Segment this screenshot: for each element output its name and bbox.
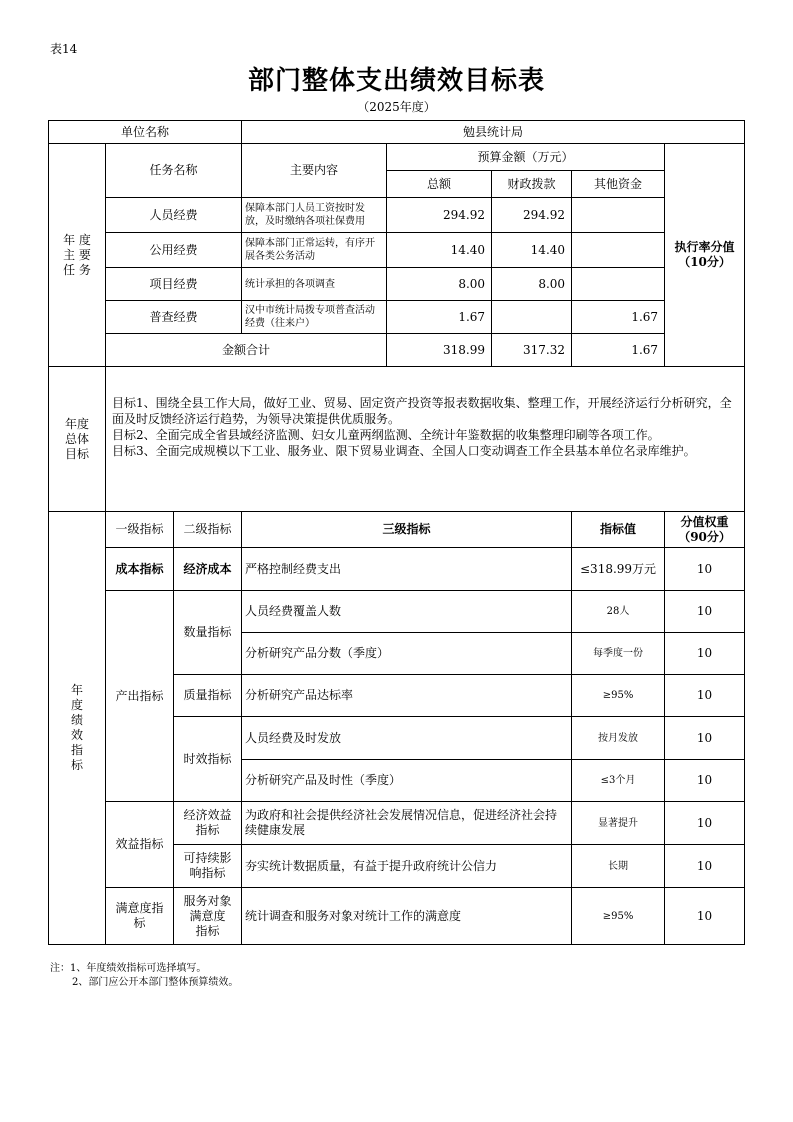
sum-total: 318.99 [387,334,492,367]
task-other [572,268,665,301]
quality-level3: 分析研究产品达标率 [242,675,572,717]
task-finance: 294.92 [492,198,572,233]
task-row [49,301,745,334]
sustainable-level2: 可持续影 响指标 [174,845,242,888]
timeliness-level2: 时效指标 [174,717,242,802]
economic-level3: 为政府和社会提供经济社会发展情况信息，促进经济社会持续健康发展 [242,802,572,845]
sustainable-level3: 夯实统计数据质量，有益于提升政府统计公信力 [242,845,572,888]
exec-rate-score: 执行率分值 （10分） [665,144,745,367]
quantity2-value: 每季度一份 [572,633,665,675]
task-content: 保障本部门人员工资按时发放，及时缴纳各项社保费用 [242,198,387,233]
timeliness1-weight: 10 [665,717,745,760]
sum-other: 1.67 [572,334,665,367]
cost-weight: 10 [665,548,745,591]
unit-value: 勉县统计局 [242,121,745,144]
sustainable-weight: 10 [665,845,745,888]
satisfaction-value: ≥95% [572,888,665,945]
satisfaction-level2: 服务对象 满意度 指标 [174,888,242,945]
weight-header: 分值权重 （90分） [665,512,745,548]
footnote-2: 2、部门应公开本部门整体预算绩效。 [72,977,239,988]
quality-weight: 10 [665,675,745,717]
total-header: 总额 [387,171,492,198]
quality-level2: 质量指标 [174,675,242,717]
task-content: 保障本部门正常运转，有序开展各类公务活动 [242,233,387,268]
footnote-1: 注：1、年度绩效指标可选择填写。 [50,963,207,974]
quantity1-level3: 人员经费覆盖人数 [242,591,572,633]
page-title: 部门整体支出绩效目标表 [247,66,545,96]
task-row [49,268,745,301]
task-name: 项目经费 [106,268,242,301]
fiscal-year: （2025年度） [357,100,436,114]
sum-label: 金额合计 [106,334,387,367]
task-total: 8.00 [387,268,492,301]
unit-label: 单位名称 [49,121,242,144]
task-content: 汉中市统计局拨专项普查活动经费（往来户） [242,301,387,334]
sum-finance: 317.32 [492,334,572,367]
task-name: 人员经费 [106,198,242,233]
sustainable-value: 长期 [572,845,665,888]
overall-goals [106,367,745,512]
task-other: 1.67 [572,301,665,334]
level2-header: 二级指标 [174,512,242,548]
timeliness2-level3: 分析研究产品及时性（季度） [242,760,572,802]
timeliness1-value: 按月发放 [572,717,665,760]
finance-header: 财政拨款 [492,171,572,198]
economic-value: 显著提升 [572,802,665,845]
quantity2-weight: 10 [665,633,745,675]
goal-2: 目标2、全面完成全省县域经济监测、妇女儿童两纲监测、全统计年鉴数据的收集整理印刷等各项工作。 [112,428,660,442]
goal-1: 目标1、围绕全县工作大局，做好工业、贸易、固定资产投资等报表数据收集、整理工作，开展经济运行分析研究，全面及时反馈经济运行趋势，为领导决策提供优质服务。 [112,396,732,426]
timeliness2-value: ≤3个月 [572,760,665,802]
satisfaction-level1: 满意度指 标 [106,888,174,945]
budget-header: 预算金额（万元） [387,144,665,171]
timeliness2-weight: 10 [665,760,745,802]
indicator-row [49,888,745,945]
task-finance: 8.00 [492,268,572,301]
quantity-level2: 数量指标 [174,591,242,675]
task-content: 统计承担的各项调查 [242,268,387,301]
economic-level2: 经济效益 指标 [174,802,242,845]
economic-weight: 10 [665,802,745,845]
task-total: 1.67 [387,301,492,334]
task-other [572,198,665,233]
cost-level1: 成本指标 [106,548,174,591]
benefit-level1: 效益指标 [106,802,174,888]
footnotes [50,962,238,990]
cost-level3: 严格控制经费支出 [242,548,572,591]
indicator-row [49,548,745,591]
satisfaction-level3: 统计调查和服务对象对统计工作的满意度 [242,888,572,945]
performance-target-table [48,120,745,945]
value-header: 指标值 [572,512,665,548]
indicator-row [49,591,745,633]
task-finance: 14.40 [492,233,572,268]
task-row [49,233,745,268]
table-number: 表14 [50,42,78,56]
tasks-side-label: 年 度 主 要 任 务 [49,144,106,367]
task-finance [492,301,572,334]
quantity1-value: 28人 [572,591,665,633]
cost-value: ≤318.99万元 [572,548,665,591]
task-row [49,198,745,233]
quality-value: ≥95% [572,675,665,717]
satisfaction-weight: 10 [665,888,745,945]
level1-header: 一级指标 [106,512,174,548]
goals-side-label: 年度 总体 目标 [49,367,106,512]
quantity1-weight: 10 [665,591,745,633]
quantity2-level3: 分析研究产品分数（季度） [242,633,572,675]
output-level1: 产出指标 [106,591,174,802]
task-total: 14.40 [387,233,492,268]
goal-3: 目标3、全面完成规模以下工业、服务业、限下贸易业调查、全国人口变动调查工作全县基本单位名录库维护。 [112,444,696,458]
task-name: 公用经费 [106,233,242,268]
sum-row [49,334,745,367]
indicator-row [49,802,745,845]
timeliness1-level3: 人员经费及时发放 [242,717,572,760]
task-other [572,233,665,268]
perf-side-label: 年 度 绩 效 指 标 [49,512,106,945]
content-header: 主要内容 [242,144,387,198]
task-name: 普查经费 [106,301,242,334]
task-name-header: 任务名称 [106,144,242,198]
cost-level2: 经济成本 [174,548,242,591]
other-header: 其他资金 [572,171,665,198]
task-total: 294.92 [387,198,492,233]
level3-header: 三级指标 [242,512,572,548]
